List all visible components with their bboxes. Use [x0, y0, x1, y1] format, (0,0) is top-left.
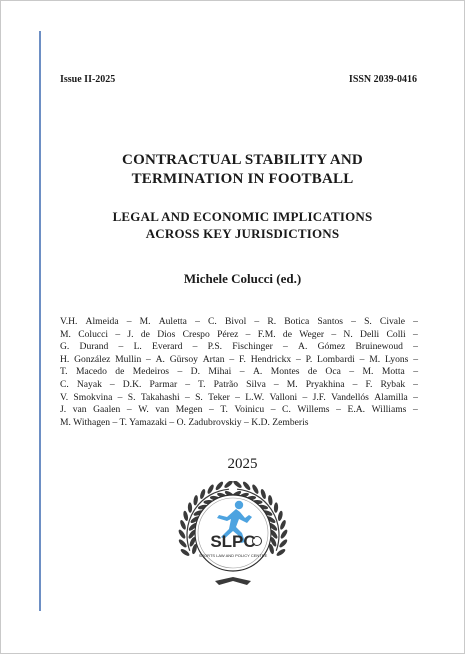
author-word: Smokvina: [73, 391, 113, 403]
author-line: [60, 366, 418, 379]
author-word: –: [273, 378, 279, 390]
author-word: –: [413, 316, 418, 327]
author-line: [60, 341, 418, 354]
author-word: C.: [60, 378, 69, 390]
author-word: M.: [369, 353, 381, 365]
author-word: González: [74, 353, 111, 365]
author-word: –: [413, 378, 418, 390]
author-word: van: [155, 404, 170, 416]
author-line: [60, 392, 418, 405]
title-line: CONTRACTUAL STABILITY AND: [122, 152, 363, 168]
author-word: F.: [365, 378, 373, 390]
author-word: Medeiros: [132, 366, 170, 378]
author-word: Nayak: [76, 378, 102, 390]
author-word: –: [336, 404, 341, 416]
author-word: –: [126, 404, 132, 416]
author-word: –: [235, 391, 240, 403]
author-word: Lyons: [384, 353, 409, 365]
author-word: Mullin: [115, 353, 142, 365]
author-word: –: [229, 353, 235, 365]
author-word: Everard: [152, 341, 183, 353]
laurel-leaf: [193, 495, 199, 506]
author-word: R.: [267, 316, 277, 327]
author-word: Dios: [157, 328, 176, 340]
author-word: P.: [305, 353, 313, 365]
author-word: J.F.: [312, 391, 326, 403]
author-word: –: [351, 316, 356, 327]
author-word: Hendrickx: [250, 353, 292, 365]
author-word: –: [283, 341, 288, 353]
author-word: T.: [60, 366, 68, 378]
author-word: –: [359, 353, 365, 365]
laurel-leaf: [178, 538, 188, 548]
author-word: Delli: [360, 328, 380, 340]
logo-tagline: SPORTS LAW AND POLICY CENTRE: [198, 553, 268, 558]
author-list: [60, 316, 418, 429]
author-word: Silva: [246, 378, 266, 390]
author-word: W.: [138, 404, 149, 416]
author-word: –: [295, 353, 301, 365]
header-row: [60, 74, 417, 85]
author-word: E.A.: [347, 404, 366, 416]
author-word: –: [177, 366, 183, 378]
author-word: J.: [127, 328, 134, 340]
issue-label: Issue II-2025: [60, 74, 116, 85]
author-word: V.: [60, 391, 69, 403]
author-word: –: [195, 316, 200, 327]
author-word: C.: [282, 404, 291, 416]
author-word: Bivol: [224, 316, 247, 327]
subtitle-line: ACROSS KEY JURISDICTIONS: [145, 226, 340, 241]
author-word: –: [118, 341, 124, 353]
author-word: Lombardi: [317, 353, 355, 365]
author-word: M.: [362, 366, 374, 378]
author-word: Parmar: [149, 378, 178, 390]
book-title: [41, 151, 444, 189]
author-word: M.: [286, 378, 298, 390]
author-word: C.: [208, 316, 217, 327]
wreath-ribbon: [215, 577, 251, 585]
laurel-leaf: [279, 519, 287, 530]
author-word: –: [239, 366, 245, 378]
author-word: Takahashi: [140, 391, 180, 403]
author-word: M.: [60, 328, 71, 340]
issn-label: ISSN 2039-0416: [348, 74, 417, 85]
author-word: Valloni: [269, 391, 298, 403]
author-word: –: [331, 328, 337, 340]
author-word: –: [413, 366, 418, 378]
author-line: [60, 354, 418, 367]
author-word: –: [146, 353, 151, 365]
author-line: M. Withagen – T. Yamazaki – O. Zadubrovskiy – K.D. Zemberis: [60, 416, 309, 428]
author-word: L.W.: [245, 391, 265, 403]
author-word: S.: [364, 316, 372, 327]
author-word: Pérez: [217, 328, 239, 340]
author-word: P.S.: [207, 341, 223, 353]
book-subtitle: [41, 208, 444, 242]
author-word: Almeida: [85, 316, 119, 327]
author-word: –: [185, 378, 190, 390]
laurel-leaf: [279, 529, 288, 540]
author-word: Macedo: [75, 366, 107, 378]
author-word: de: [282, 328, 292, 340]
author-word: de: [307, 366, 317, 378]
author-line: [60, 316, 418, 329]
author-word: –: [412, 404, 418, 416]
author-word: Auletta: [158, 316, 187, 327]
author-word: –: [412, 328, 418, 340]
subtitle-line: LEGAL AND ECONOMIC IMPLICATIONS: [112, 209, 373, 224]
author-word: Alamilla: [374, 391, 408, 403]
logo-text: SLPC: [210, 532, 256, 551]
author-word: Colli: [386, 328, 406, 340]
author-word: A.: [298, 341, 308, 353]
laurel-leaf: [223, 481, 234, 489]
author-word: –: [126, 316, 132, 327]
author-word: D.K.: [122, 378, 142, 390]
author-line: [60, 379, 418, 392]
laurel-leaf: [188, 502, 193, 513]
editor-name: Michele Colucci (ed.): [183, 271, 302, 286]
author-word: Weger: [299, 328, 325, 340]
author-word: –: [413, 353, 418, 365]
author-word: Motta: [381, 366, 405, 378]
author-word: V.H.: [60, 316, 78, 327]
author-word: –: [270, 404, 276, 416]
author-word: –: [184, 391, 190, 403]
author-word: –: [115, 328, 121, 340]
author-word: Bruinewoud: [355, 341, 403, 353]
author-word: N.: [343, 328, 353, 340]
author-word: L.: [133, 341, 142, 353]
author-word: A.: [155, 353, 165, 365]
author-word: Santos: [317, 316, 344, 327]
author-word: Fischinger: [232, 341, 273, 353]
author-word: J.: [60, 404, 67, 416]
author-word: Colucci: [78, 328, 109, 340]
author-word: Gürsoy: [169, 353, 198, 365]
author-word: –: [192, 341, 198, 353]
author-word: Oca: [325, 366, 341, 378]
author-word: Vandellós: [331, 391, 369, 403]
author-word: Pryakhina: [305, 378, 345, 390]
author-word: G.: [60, 341, 70, 353]
laurel-leaf: [267, 495, 273, 506]
laurel-wreath-soccer-player-logo: [169, 481, 297, 593]
author-word: T.: [220, 404, 228, 416]
author-word: Willems: [297, 404, 330, 416]
laurel-leaf: [179, 519, 187, 530]
author-word: Gaalen: [93, 404, 121, 416]
author-word: Artan: [202, 353, 225, 365]
author-word: S.: [195, 391, 203, 403]
author-word: Botica: [284, 316, 310, 327]
author-word: Crespo: [182, 328, 210, 340]
laurel-leaf: [232, 481, 243, 489]
author-word: Civale: [379, 316, 405, 327]
author-word: T.: [198, 378, 206, 390]
author-word: –: [208, 404, 214, 416]
author-word: Durand: [79, 341, 109, 353]
laurel-leaf: [278, 538, 288, 548]
laurel-leaf: [277, 510, 283, 521]
author-word: –: [413, 341, 418, 353]
laurel-leaf: [177, 529, 186, 540]
author-word: –: [413, 391, 418, 403]
author-word: Megen: [175, 404, 203, 416]
author-word: –: [109, 378, 115, 390]
title-line: TERMINATION IN FOOTBALL: [131, 171, 354, 187]
laurel-leaf: [182, 510, 188, 521]
author-word: M.: [139, 316, 151, 327]
author-word: –: [245, 328, 251, 340]
author-word: S.: [127, 391, 136, 403]
laurel-leaf: [274, 502, 279, 513]
author-word: F.: [238, 353, 246, 365]
author-word: F.M.: [257, 328, 276, 340]
author-word: Teker: [208, 391, 230, 403]
author-word: Montes: [270, 366, 300, 378]
author-word: Mihai: [208, 366, 232, 378]
author-word: van: [72, 404, 87, 416]
author-word: de: [115, 366, 125, 378]
author-word: A.: [252, 366, 263, 378]
author-word: de: [140, 328, 150, 340]
author-word: –: [349, 366, 355, 378]
author-word: –: [352, 378, 358, 390]
author-word: D.: [190, 366, 200, 378]
publication-year: 2025: [227, 456, 258, 472]
author-word: Voinicu: [234, 404, 265, 416]
author-word: Rybak: [380, 378, 406, 390]
author-word: Gómez: [317, 341, 346, 353]
author-word: Patrão: [213, 378, 239, 390]
spine-rule: [39, 31, 41, 611]
author-word: –: [302, 391, 308, 403]
author-word: Williams: [371, 404, 407, 416]
author-word: –: [117, 391, 123, 403]
author-word: –: [254, 316, 260, 327]
author-word: H.: [60, 353, 70, 365]
author-line: [60, 329, 418, 342]
author-line: [60, 404, 418, 417]
